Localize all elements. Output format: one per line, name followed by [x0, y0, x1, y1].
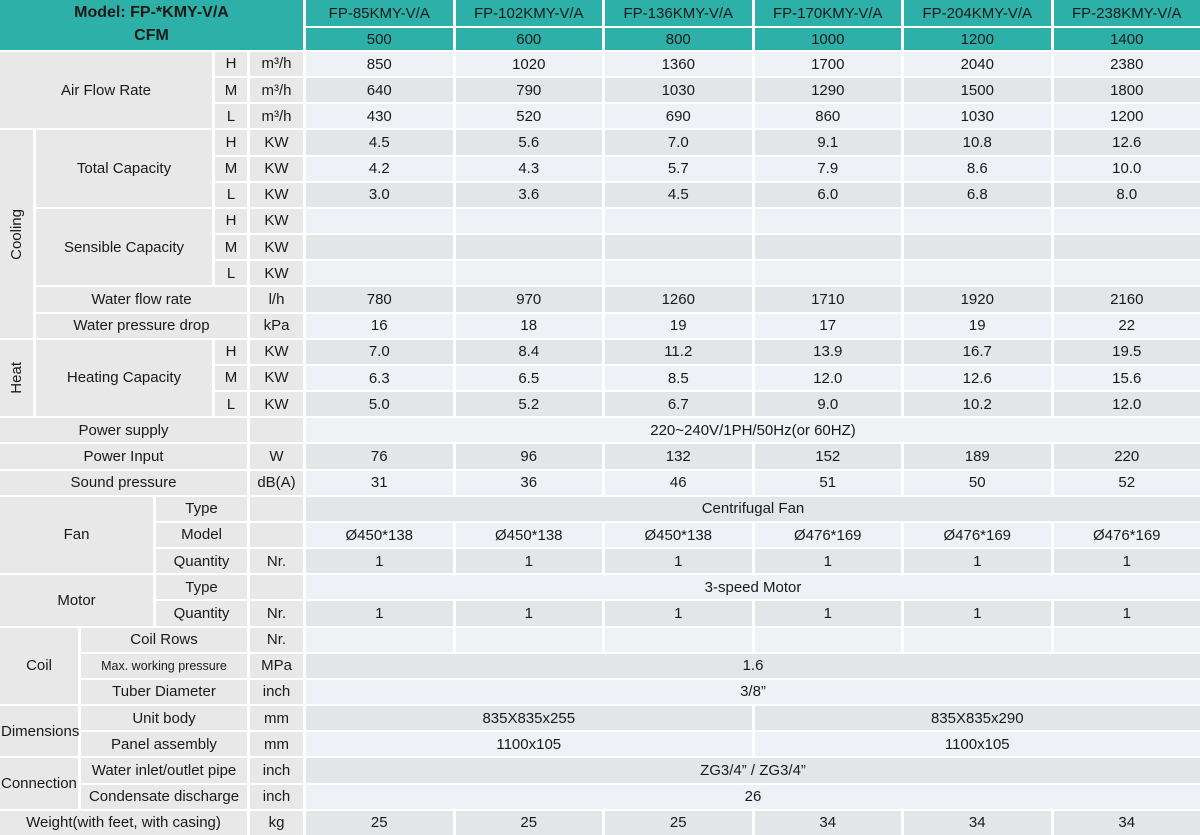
- table-cell: 6.5: [456, 366, 603, 390]
- table-cell: 19: [605, 314, 752, 338]
- model-name-cell: FP-238KMY-V/A: [1054, 0, 1200, 26]
- table-cell: [755, 261, 902, 285]
- table-cell: 8.6: [904, 157, 1051, 181]
- table-cell: 1: [904, 549, 1051, 573]
- table-cell: 7.0: [605, 130, 752, 154]
- table-cell: 25: [456, 811, 603, 835]
- table-cell: 10.2: [904, 392, 1051, 416]
- table-cell: 1030: [605, 78, 752, 102]
- speed-label-m: M: [215, 157, 247, 181]
- unit-cell: KW: [250, 183, 303, 207]
- speed-label-h: H: [215, 209, 247, 233]
- table-row: [306, 340, 1200, 364]
- table-cell: 430: [306, 104, 453, 128]
- table-cell: 1020: [456, 52, 603, 76]
- table-cell: 19: [904, 314, 1051, 338]
- table-cell: 1100x105: [755, 732, 1200, 756]
- unit-cell: KW: [250, 235, 303, 259]
- table-cell: 189: [904, 444, 1051, 468]
- table-cell: 220: [1054, 444, 1200, 468]
- condensate-discharge-value: 26: [306, 785, 1200, 809]
- table-cell: [755, 235, 902, 259]
- table-cell: 50: [904, 471, 1051, 495]
- table-cell: 1920: [904, 287, 1051, 311]
- table-cell: [605, 261, 752, 285]
- unit-cell: W: [250, 444, 303, 468]
- table-cell: Ø476*169: [904, 523, 1051, 547]
- table-cell: 1: [306, 601, 453, 625]
- table-cell: [755, 628, 902, 652]
- table-cell: 640: [306, 78, 453, 102]
- table-cell: 850: [306, 52, 453, 76]
- table-cell: 1: [605, 601, 752, 625]
- table-cell: 22: [1054, 314, 1200, 338]
- table-cell: 4.5: [306, 130, 453, 154]
- unit-cell-empty: [250, 418, 303, 442]
- unit-cell: inch: [250, 785, 303, 809]
- unit-body-label: Unit body: [81, 706, 247, 730]
- coil-section-label: Coil: [0, 628, 78, 705]
- unit-cell: KW: [250, 366, 303, 390]
- table-cell: 690: [605, 104, 752, 128]
- table-cell: 31: [306, 471, 453, 495]
- unit-cell: Nr.: [250, 628, 303, 652]
- model-name-cell: FP-204KMY-V/A: [904, 0, 1051, 26]
- table-cell: [904, 209, 1051, 233]
- table-cell: [904, 628, 1051, 652]
- table-cell: [1054, 628, 1200, 652]
- unit-cell: KW: [250, 340, 303, 364]
- table-cell: 1700: [755, 52, 902, 76]
- total-capacity-label: Total Capacity: [36, 130, 212, 207]
- table-row: [306, 444, 1200, 468]
- table-cell: [605, 209, 752, 233]
- table-cell: 2160: [1054, 287, 1200, 311]
- unit-cell: mm: [250, 706, 303, 730]
- table-cell: 16: [306, 314, 453, 338]
- table-cell: 76: [306, 444, 453, 468]
- speed-label-l: L: [215, 104, 247, 128]
- table-cell: 7.9: [755, 157, 902, 181]
- model-names-row: [306, 0, 1200, 26]
- table-cell: 6.7: [605, 392, 752, 416]
- sound-pressure-label: Sound pressure: [0, 471, 247, 495]
- model-name-cell: FP-136KMY-V/A: [605, 0, 752, 26]
- table-cell: 1260: [605, 287, 752, 311]
- sensible-capacity-label: Sensible Capacity: [36, 209, 212, 286]
- table-cell: 520: [456, 104, 603, 128]
- table-row: [306, 130, 1200, 154]
- fan-quantity-label: Quantity: [156, 549, 247, 573]
- table-cell: [306, 261, 453, 285]
- table-row: [306, 523, 1200, 547]
- table-cell: [904, 235, 1051, 259]
- unit-cell-empty: [250, 523, 303, 547]
- table-cell: 1: [306, 549, 453, 573]
- table-row: [306, 601, 1200, 625]
- fan-type-value: Centrifugal Fan: [306, 497, 1200, 521]
- table-cell: 1500: [904, 78, 1051, 102]
- unit-cell: Nr.: [250, 549, 303, 573]
- panel-assembly-label: Panel assembly: [81, 732, 247, 756]
- table-cell: [605, 628, 752, 652]
- water-flow-rate-label: Water flow rate: [36, 287, 247, 311]
- unit-cell: MPa: [250, 654, 303, 678]
- table-cell: 835X835x255: [306, 706, 752, 730]
- water-inlet-outlet-value: ZG3/4” / ZG3/4”: [306, 758, 1200, 782]
- dimensions-section-label: Dimensions: [0, 706, 78, 756]
- table-cell: 1100x105: [306, 732, 752, 756]
- unit-cell-empty: [250, 497, 303, 521]
- table-cell: 1: [755, 601, 902, 625]
- motor-quantity-label: Quantity: [156, 601, 247, 625]
- model-header-block: [0, 0, 303, 50]
- unit-cell: m³/h: [250, 104, 303, 128]
- model-header-label: Model: FP-*KMY-V/A: [74, 4, 229, 22]
- table-cell: 5.7: [605, 157, 752, 181]
- table-cell: 13.9: [755, 340, 902, 364]
- table-cell: 8.5: [605, 366, 752, 390]
- table-cell: 2380: [1054, 52, 1200, 76]
- table-cell: 17: [755, 314, 902, 338]
- table-cell: 16.7: [904, 340, 1051, 364]
- table-cell: 9.0: [755, 392, 902, 416]
- table-cell: Ø450*138: [306, 523, 453, 547]
- table-cell: Ø476*169: [755, 523, 902, 547]
- table-cell: 12.6: [1054, 130, 1200, 154]
- motor-type-value: 3-speed Motor: [306, 575, 1200, 599]
- table-cell: [306, 628, 453, 652]
- table-cell: 3.0: [306, 183, 453, 207]
- table-cell: 34: [755, 811, 902, 835]
- table-cell: 25: [605, 811, 752, 835]
- speed-label-m: M: [215, 366, 247, 390]
- table-row: [306, 261, 1200, 285]
- heat-section-label: [0, 340, 33, 417]
- table-cell: 12.6: [904, 366, 1051, 390]
- table-cell: 5.2: [456, 392, 603, 416]
- table-cell: 5.0: [306, 392, 453, 416]
- power-supply-value: 220~240V/1PH/50Hz(or 60HZ): [306, 418, 1200, 442]
- table-cell: [456, 209, 603, 233]
- unit-cell-empty: [250, 575, 303, 599]
- table-cell: 15.6: [1054, 366, 1200, 390]
- table-row: [306, 732, 1200, 756]
- table-cell: 5.6: [456, 130, 603, 154]
- unit-cell: KW: [250, 209, 303, 233]
- table-cell: [1054, 209, 1200, 233]
- table-cell: [904, 261, 1051, 285]
- table-cell: 18: [456, 314, 603, 338]
- table-cell: 6.8: [904, 183, 1051, 207]
- table-cell: 860: [755, 104, 902, 128]
- table-cell: 19.5: [1054, 340, 1200, 364]
- table-cell: 1: [456, 601, 603, 625]
- unit-cell: kPa: [250, 314, 303, 338]
- table-row: [306, 104, 1200, 128]
- unit-cell: KW: [250, 392, 303, 416]
- table-cell: 12.0: [1054, 392, 1200, 416]
- table-cell: 25: [306, 811, 453, 835]
- unit-cell: inch: [250, 680, 303, 704]
- table-cell: 10.0: [1054, 157, 1200, 181]
- unit-cell: Nr.: [250, 601, 303, 625]
- speed-label-m: M: [215, 235, 247, 259]
- heat-label-text: Heat: [7, 362, 25, 394]
- max-working-pressure-label: Max. working pressure: [81, 654, 247, 678]
- table-cell: 34: [1054, 811, 1200, 835]
- table-cell: 7.0: [306, 340, 453, 364]
- table-cell: 6.3: [306, 366, 453, 390]
- table-cell: Ø476*169: [1054, 523, 1200, 547]
- model-name-cell: FP-102KMY-V/A: [456, 0, 603, 26]
- coil-rows-label: Coil Rows: [81, 628, 247, 652]
- max-working-pressure-value: 1.6: [306, 654, 1200, 678]
- table-cell: 835X835x290: [755, 706, 1200, 730]
- table-cell: 780: [306, 287, 453, 311]
- table-cell: 1800: [1054, 78, 1200, 102]
- tuber-diameter-label: Tuber Diameter: [81, 680, 247, 704]
- cooling-label-text: Cooling: [7, 208, 25, 260]
- table-cell: 970: [456, 287, 603, 311]
- table-cell: 132: [605, 444, 752, 468]
- condensate-discharge-label: Condensate discharge: [81, 785, 247, 809]
- table-cell: 1: [904, 601, 1051, 625]
- table-cell: 4.3: [456, 157, 603, 181]
- table-row: [306, 183, 1200, 207]
- table-cell: 4.2: [306, 157, 453, 181]
- table-cell: 10.8: [904, 130, 1051, 154]
- table-cell: [605, 235, 752, 259]
- table-row: [306, 471, 1200, 495]
- cooling-section-label: [0, 130, 33, 337]
- table-cell: 52: [1054, 471, 1200, 495]
- table-cell: 96: [456, 444, 603, 468]
- water-pressure-drop-label: Water pressure drop: [36, 314, 247, 338]
- table-row: [306, 811, 1200, 835]
- water-inlet-outlet-label: Water inlet/outlet pipe: [81, 758, 247, 782]
- table-cell: 36: [456, 471, 603, 495]
- speed-label-h: H: [215, 52, 247, 76]
- table-cell: [456, 235, 603, 259]
- table-cell: 1: [456, 549, 603, 573]
- motor-type-label: Type: [156, 575, 247, 599]
- power-supply-label: Power supply: [0, 418, 247, 442]
- table-cell: 1: [1054, 549, 1200, 573]
- table-cell: 790: [456, 78, 603, 102]
- table-cell: 11.2: [605, 340, 752, 364]
- cfm-value-cell: 1400: [1054, 28, 1200, 50]
- table-row: [306, 78, 1200, 102]
- unit-cell: m³/h: [250, 52, 303, 76]
- table-cell: 1: [605, 549, 752, 573]
- table-cell: 1710: [755, 287, 902, 311]
- cfm-value-cell: 600: [456, 28, 603, 50]
- table-row: [306, 209, 1200, 233]
- speed-label-l: L: [215, 183, 247, 207]
- table-row: [306, 52, 1200, 76]
- table-cell: 9.1: [755, 130, 902, 154]
- unit-cell: l/h: [250, 287, 303, 311]
- heating-capacity-label: Heating Capacity: [36, 340, 212, 417]
- unit-cell: m³/h: [250, 78, 303, 102]
- table-cell: [755, 209, 902, 233]
- weight-label: Weight(with feet, with casing): [0, 811, 247, 835]
- power-input-label: Power Input: [0, 444, 247, 468]
- table-cell: 46: [605, 471, 752, 495]
- table-row: [306, 549, 1200, 573]
- table-row: [306, 287, 1200, 311]
- fan-section-label: Fan: [0, 497, 153, 574]
- fan-type-label: Type: [156, 497, 247, 521]
- table-cell: 1: [755, 549, 902, 573]
- cfm-values-row: [306, 28, 1200, 50]
- table-cell: 1290: [755, 78, 902, 102]
- speed-label-l: L: [215, 261, 247, 285]
- unit-cell: mm: [250, 732, 303, 756]
- table-cell: [1054, 235, 1200, 259]
- fan-model-label: Model: [156, 523, 247, 547]
- table-cell: 152: [755, 444, 902, 468]
- table-cell: 1200: [1054, 104, 1200, 128]
- unit-cell: kg: [250, 811, 303, 835]
- table-row: [306, 157, 1200, 181]
- air-flow-rate-label: Air Flow Rate: [0, 52, 212, 128]
- table-row: [306, 235, 1200, 259]
- model-name-cell: FP-170KMY-V/A: [755, 0, 902, 26]
- speed-label-l: L: [215, 392, 247, 416]
- table-cell: Ø450*138: [456, 523, 603, 547]
- cfm-header-label: CFM: [134, 27, 169, 45]
- table-cell: 12.0: [755, 366, 902, 390]
- table-cell: 3.6: [456, 183, 603, 207]
- table-cell: 4.5: [605, 183, 752, 207]
- speed-label-m: M: [215, 78, 247, 102]
- table-cell: 6.0: [755, 183, 902, 207]
- table-cell: [306, 235, 453, 259]
- speed-label-h: H: [215, 130, 247, 154]
- table-cell: [306, 209, 453, 233]
- unit-cell: KW: [250, 130, 303, 154]
- table-cell: 1: [1054, 601, 1200, 625]
- table-cell: 51: [755, 471, 902, 495]
- table-row: [306, 392, 1200, 416]
- model-name-cell: FP-85KMY-V/A: [306, 0, 453, 26]
- table-row: [306, 628, 1200, 652]
- unit-cell: inch: [250, 758, 303, 782]
- table-cell: 2040: [904, 52, 1051, 76]
- cfm-value-cell: 500: [306, 28, 453, 50]
- table-row: [306, 366, 1200, 390]
- table-cell: [456, 628, 603, 652]
- tuber-diameter-value: 3/8”: [306, 680, 1200, 704]
- table-cell: 8.0: [1054, 183, 1200, 207]
- unit-cell: KW: [250, 157, 303, 181]
- speed-label-h: H: [215, 340, 247, 364]
- table-cell: 1030: [904, 104, 1051, 128]
- unit-cell: KW: [250, 261, 303, 285]
- unit-cell: dB(A): [250, 471, 303, 495]
- table-cell: [456, 261, 603, 285]
- cfm-value-cell: 1200: [904, 28, 1051, 50]
- table-row: [306, 706, 1200, 730]
- cfm-value-cell: 1000: [755, 28, 902, 50]
- table-cell: 8.4: [456, 340, 603, 364]
- table-row: [306, 314, 1200, 338]
- motor-section-label: Motor: [0, 575, 153, 625]
- table-cell: 34: [904, 811, 1051, 835]
- cfm-value-cell: 800: [605, 28, 752, 50]
- table-cell: Ø450*138: [605, 523, 752, 547]
- table-cell: 1360: [605, 52, 752, 76]
- connection-section-label: Connection: [0, 758, 78, 808]
- table-cell: [1054, 261, 1200, 285]
